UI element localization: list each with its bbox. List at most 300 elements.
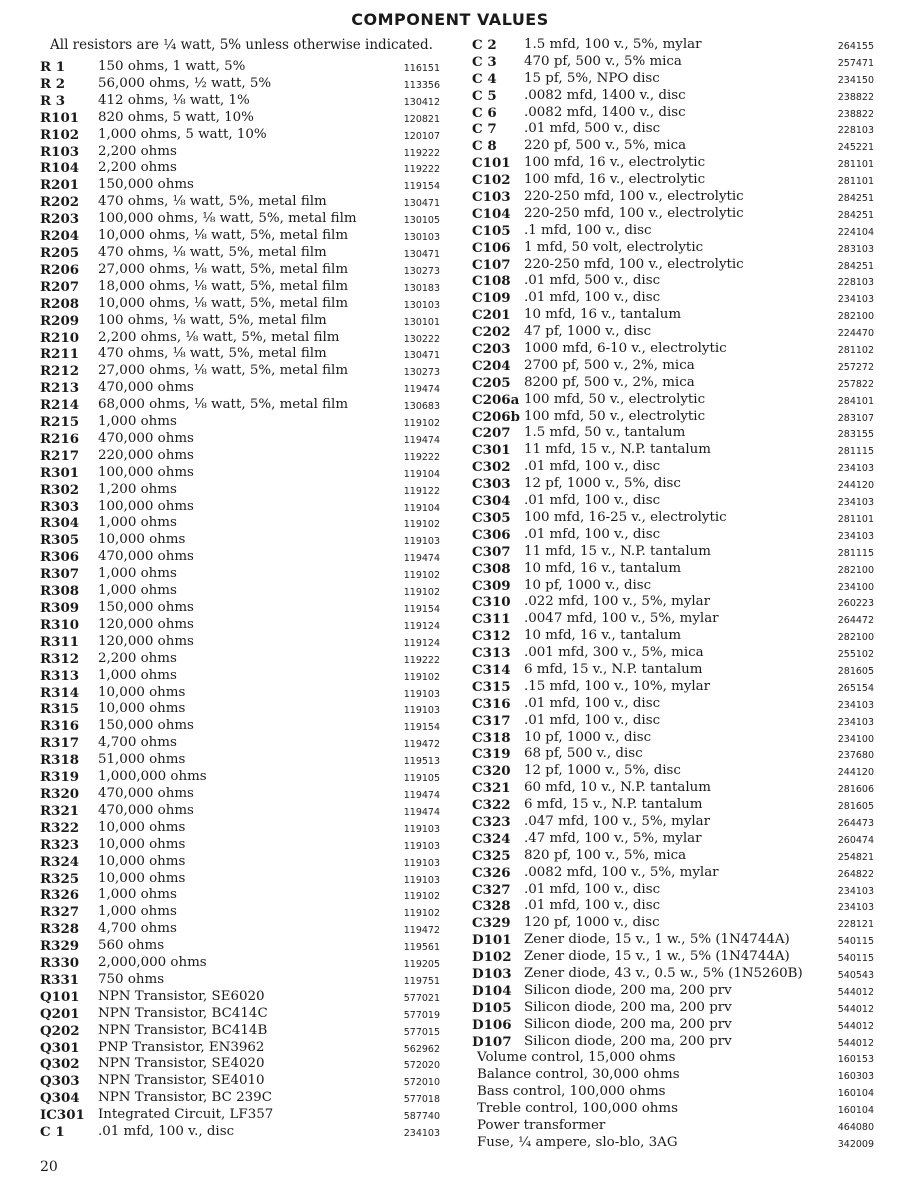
component-description: 10,000 ohms, ⅛ watt, 5%, metal film	[98, 295, 349, 311]
component-description: .01 mfd, 100 v., disc	[524, 712, 661, 728]
component-description: 150,000 ohms	[98, 718, 194, 734]
component-row	[40, 228, 440, 245]
component-ref: C109	[472, 290, 511, 307]
component-description: 10 mfd, 16 v., tantalum	[524, 628, 682, 644]
component-description: NPN Transistor, SE4010	[98, 1073, 265, 1089]
component-row	[472, 746, 874, 763]
component-ref: R301	[40, 464, 80, 481]
component-ref: R307	[40, 566, 80, 583]
part-number: 130471	[403, 350, 440, 362]
component-row	[472, 763, 874, 780]
component-ref: R314	[40, 684, 80, 701]
component-row	[40, 972, 440, 989]
component-description: 1,000,000 ohms	[98, 769, 207, 785]
component-row	[40, 871, 440, 888]
component-description: 150 ohms, 1 watt, 5%	[98, 59, 246, 74]
component-description: .0082 mfd, 100 v., 5%, mylar	[524, 864, 719, 880]
part-number: 119102	[403, 908, 440, 920]
part-number: 113356	[403, 79, 440, 91]
part-number: 119103	[403, 688, 440, 700]
component-description: NPN Transistor, SE4020	[98, 1056, 265, 1072]
component-ref: C326	[472, 864, 511, 881]
component-description: 1 mfd, 50 volt, electrolytic	[524, 239, 704, 255]
part-number: 130683	[403, 401, 440, 413]
part-number: 577015	[403, 1026, 440, 1038]
component-ref: C310	[472, 594, 511, 611]
component-description: 10 pf, 1000 v., disc	[524, 577, 652, 593]
component-ref: C329	[472, 915, 511, 932]
component-ref: R203	[40, 211, 80, 228]
component-ref: IC301	[40, 1107, 85, 1124]
component-description: 10,000 ohms, ⅛ watt, 5%, metal film	[98, 228, 349, 244]
component-ref: R321	[40, 802, 80, 819]
component-ref: R210	[40, 329, 80, 346]
part-number: 120107	[403, 130, 440, 142]
component-ref: R326	[40, 887, 80, 904]
component-description: .0082 mfd, 1400 v., disc	[524, 87, 686, 103]
component-row	[40, 397, 440, 414]
component-description: 1,000 ohms	[98, 667, 177, 683]
component-row	[40, 262, 440, 279]
component-description: 2,200 ohms	[98, 650, 177, 666]
component-description: 120,000 ohms	[98, 616, 194, 632]
part-number: 119561	[403, 942, 440, 954]
component-row	[40, 330, 440, 347]
component-description: .0047 mfd, 100 v., 5%, mylar	[524, 611, 719, 627]
part-number: 228103	[837, 125, 874, 137]
component-ref: D105	[472, 999, 512, 1016]
component-ref: C204	[472, 357, 511, 374]
component-ref: C309	[472, 577, 511, 594]
part-number: 234150	[837, 74, 874, 86]
part-number: 130273	[403, 265, 440, 277]
component-row	[40, 1056, 440, 1073]
component-description: Fuse, ¼ ampere, slo-blo, 3AG	[477, 1134, 678, 1150]
component-row	[472, 409, 874, 426]
part-number: 257272	[837, 361, 874, 373]
part-number: 160104	[837, 1105, 874, 1117]
component-row	[472, 679, 874, 696]
part-number: 119205	[403, 959, 440, 971]
page-title: COMPONENT VALUES	[351, 10, 549, 29]
component-ref: R211	[40, 346, 80, 363]
component-row	[40, 989, 440, 1006]
component-row	[472, 915, 874, 932]
component-description: 1,000 ohms	[98, 566, 177, 582]
component-ref: C207	[472, 425, 511, 442]
component-row	[472, 425, 874, 442]
part-number: 577019	[403, 1009, 440, 1021]
component-ref: R313	[40, 667, 80, 684]
part-number: 119103	[403, 705, 440, 717]
component-description: 2,200 ohms	[98, 143, 177, 159]
component-description: Silicon diode, 200 ma, 200 prv	[524, 1033, 732, 1049]
component-ref: R329	[40, 938, 80, 955]
part-number: 130471	[403, 248, 440, 260]
component-row	[472, 527, 874, 544]
component-description: 470,000 ohms	[98, 380, 194, 396]
component-ref: R204	[40, 228, 80, 245]
part-number: 255102	[837, 649, 874, 661]
part-number: 119751	[403, 975, 440, 987]
component-description: Balance control, 30,000 ohms	[477, 1067, 680, 1083]
part-number: 119474	[403, 789, 440, 801]
component-description: Silicon diode, 200 ma, 200 prv	[524, 982, 732, 998]
component-row	[40, 938, 440, 955]
component-row	[40, 380, 440, 397]
component-row	[472, 1101, 874, 1118]
component-row	[40, 583, 440, 600]
component-row	[472, 121, 874, 138]
part-number: 119104	[403, 502, 440, 514]
component-ref: R302	[40, 481, 80, 498]
component-ref: C105	[472, 222, 511, 239]
component-row	[40, 76, 440, 93]
part-number: 119103	[403, 857, 440, 869]
part-number: 237680	[837, 750, 874, 762]
component-row	[40, 1006, 440, 1023]
component-ref: D104	[472, 982, 512, 999]
part-number: 283107	[837, 412, 874, 424]
component-ref: C301	[472, 442, 511, 459]
part-number: 119103	[403, 823, 440, 835]
component-row	[472, 375, 874, 392]
component-description: 12 pf, 1000 v., 5%, disc	[524, 763, 681, 779]
component-row	[40, 701, 440, 718]
component-row	[40, 482, 440, 499]
part-number: 540115	[837, 936, 874, 948]
component-row	[472, 1084, 874, 1101]
component-ref: R304	[40, 515, 80, 532]
component-row	[472, 510, 874, 527]
component-description: 6 mfd, 15 v., N.P. tantalum	[524, 797, 703, 813]
component-description: 2700 pf, 500 v., 2%, mica	[524, 357, 695, 373]
part-number: 265154	[837, 682, 874, 694]
component-description: NPN Transistor, BC414C	[98, 1005, 268, 1021]
component-ref: D101	[472, 932, 512, 949]
part-number: 130183	[403, 282, 440, 294]
component-description: 47 pf, 1000 v., disc	[524, 324, 652, 340]
component-row	[472, 138, 874, 155]
part-number: 572020	[403, 1060, 440, 1072]
component-row	[472, 645, 874, 662]
component-row	[40, 735, 440, 752]
part-number: 281115	[837, 547, 874, 559]
component-description: .047 mfd, 100 v., 5%, mylar	[524, 813, 711, 829]
component-ref: C 3	[472, 53, 497, 70]
component-row	[472, 594, 874, 611]
part-number: 119105	[403, 773, 440, 785]
component-description: 820 pf, 100 v., 5%, mica	[524, 847, 687, 863]
component-row	[40, 955, 440, 972]
component-ref: C305	[472, 509, 511, 526]
component-ref: C317	[472, 712, 511, 729]
part-number: 119474	[403, 434, 440, 446]
component-ref: R213	[40, 380, 80, 397]
component-row	[40, 211, 440, 228]
component-description: 6 mfd, 15 v., N.P. tantalum	[524, 661, 703, 677]
component-description: .01 mfd, 100 v., disc	[524, 526, 661, 542]
component-description: NPN Transistor, BC 239C	[98, 1090, 272, 1106]
component-ref: C318	[472, 729, 511, 746]
component-row	[40, 194, 440, 211]
component-ref: R207	[40, 278, 80, 295]
component-row	[40, 532, 440, 549]
component-description: 100,000 ohms	[98, 464, 194, 480]
component-description: NPN Transistor, SE6020	[98, 988, 265, 1004]
component-row	[472, 1135, 874, 1152]
component-row	[472, 358, 874, 375]
component-description: 150,000 ohms	[98, 600, 194, 615]
part-number: 119102	[403, 519, 440, 531]
component-description: 470 ohms, ⅛ watt, 5%, metal film	[98, 346, 327, 362]
part-number: 130101	[403, 316, 440, 328]
component-ref: D106	[472, 1016, 512, 1033]
component-row	[472, 392, 874, 409]
component-description: 100 mfd, 50 v., electrolytic	[524, 391, 706, 407]
component-description: Bass control, 100,000 ohms	[477, 1084, 666, 1100]
part-number: 282100	[837, 564, 874, 576]
part-number: 119122	[403, 485, 440, 497]
part-number: 119102	[403, 671, 440, 683]
part-number: 130105	[403, 215, 440, 227]
component-row	[472, 1050, 874, 1067]
component-ref: R 3	[40, 92, 66, 109]
component-description: 1000 mfd, 6-10 v., electrolytic	[524, 341, 727, 357]
component-ref: C202	[472, 324, 511, 341]
component-ref: R305	[40, 532, 80, 549]
component-row	[40, 1124, 440, 1141]
component-ref: Q201	[40, 1005, 80, 1022]
component-row	[40, 110, 440, 127]
part-number: 119103	[403, 840, 440, 852]
component-ref: C314	[472, 661, 511, 678]
component-row	[472, 442, 874, 459]
component-row	[40, 279, 440, 296]
component-ref: C205	[472, 374, 511, 391]
component-row	[472, 966, 874, 983]
component-description: .47 mfd, 100 v., 5%, mylar	[524, 830, 702, 846]
component-row	[472, 1034, 874, 1051]
part-number: 562962	[403, 1043, 440, 1055]
component-row	[40, 1073, 440, 1090]
component-ref: C 8	[472, 138, 497, 155]
component-ref: C307	[472, 543, 511, 560]
part-number: 245221	[837, 142, 874, 154]
component-description: 820 ohms, 5 watt, 10%	[98, 109, 254, 125]
part-number: 234103	[837, 716, 874, 728]
component-description: 2,000,000 ohms	[98, 955, 207, 971]
component-row	[40, 803, 440, 820]
component-ref: R316	[40, 718, 80, 735]
component-description: 150,000 ohms	[98, 177, 194, 193]
component-ref: C101	[472, 155, 511, 172]
component-description: 220 pf, 500 v., 5%, mica	[524, 138, 687, 154]
part-number: 228121	[837, 919, 874, 931]
component-description: 220,000 ohms	[98, 447, 194, 463]
component-description: Power transformer	[477, 1118, 606, 1133]
component-ref: Q101	[40, 988, 80, 1005]
component-ref: C106	[472, 239, 511, 256]
component-ref: C306	[472, 526, 511, 543]
part-number: 119222	[403, 451, 440, 463]
part-number: 119474	[403, 553, 440, 565]
part-number: 119103	[403, 874, 440, 886]
component-row	[472, 814, 874, 831]
part-number: 234103	[837, 530, 874, 542]
component-row	[40, 448, 440, 465]
component-ref: C 6	[472, 104, 497, 121]
component-row	[472, 611, 874, 628]
component-description: Zener diode, 15 v., 1 w., 5% (1N4744A)	[524, 932, 790, 948]
part-number: 577018	[403, 1094, 440, 1106]
part-number: 119102	[403, 418, 440, 430]
component-row	[472, 898, 874, 915]
part-number: 254821	[837, 851, 874, 863]
component-ref: R202	[40, 194, 80, 211]
component-row	[40, 837, 440, 854]
part-number: 281101	[837, 513, 874, 525]
component-ref: D102	[472, 949, 512, 966]
part-number: 119154	[403, 181, 440, 193]
component-description: .01 mfd, 100 v., disc	[524, 290, 661, 306]
component-description: .0082 mfd, 1400 v., disc	[524, 104, 686, 120]
part-number: 281605	[837, 801, 874, 813]
part-number: 224104	[837, 226, 874, 238]
component-row	[40, 499, 440, 516]
part-number: 119124	[403, 637, 440, 649]
component-ref: R328	[40, 921, 80, 938]
component-description: 10,000 ohms	[98, 836, 186, 852]
component-row	[472, 155, 874, 172]
component-ref: Q302	[40, 1056, 80, 1073]
part-number: 257471	[837, 57, 874, 69]
component-row	[40, 685, 440, 702]
component-description: 56,000 ohms, ½ watt, 5%	[98, 75, 272, 91]
part-number: 160153	[837, 1054, 874, 1066]
component-row	[40, 296, 440, 313]
component-row	[472, 561, 874, 578]
component-description: 10 mfd, 16 v., tantalum	[524, 307, 682, 323]
component-description: 1,000 ohms, 5 watt, 10%	[98, 126, 267, 142]
component-ref: R315	[40, 701, 80, 718]
component-description: 11 mfd, 15 v., N.P. tantalum	[524, 543, 711, 559]
component-ref: C323	[472, 813, 511, 830]
component-row	[40, 465, 440, 482]
component-ref: Q304	[40, 1090, 80, 1107]
component-description: .01 mfd, 500 v., disc	[524, 273, 661, 289]
part-number: 119474	[403, 806, 440, 818]
component-row	[40, 651, 440, 668]
component-row	[472, 223, 874, 240]
part-number: 577021	[403, 992, 440, 1004]
part-number: 544012	[837, 1037, 874, 1049]
component-row	[40, 668, 440, 685]
component-description: 8200 pf, 500 v., 2%, mica	[524, 374, 695, 390]
component-description: 10,000 ohms	[98, 870, 186, 886]
part-number: 540543	[837, 969, 874, 981]
component-row	[40, 363, 440, 380]
component-description: Silicon diode, 200 ma, 200 prv	[524, 999, 732, 1015]
part-number: 130412	[403, 96, 440, 108]
part-number: 540115	[837, 953, 874, 965]
component-row	[472, 476, 874, 493]
component-description: 11 mfd, 15 v., N.P. tantalum	[524, 442, 711, 458]
component-ref: C 4	[472, 70, 497, 87]
component-row	[472, 206, 874, 223]
part-number: 234103	[837, 294, 874, 306]
component-row	[40, 431, 440, 448]
component-row	[472, 882, 874, 899]
part-number: 234103	[837, 699, 874, 711]
component-ref: C319	[472, 746, 511, 763]
component-row	[472, 324, 874, 341]
part-number: 264473	[837, 817, 874, 829]
component-row	[40, 245, 440, 262]
component-row	[40, 93, 440, 110]
component-row	[472, 983, 874, 1000]
component-description: 1,000 ohms	[98, 583, 177, 599]
component-row	[472, 578, 874, 595]
part-number: 544012	[837, 1020, 874, 1032]
component-ref: R206	[40, 261, 80, 278]
part-number: 281101	[837, 176, 874, 188]
part-number: 281102	[837, 345, 874, 357]
component-description: 470,000 ohms	[98, 802, 194, 818]
component-ref: C320	[472, 763, 511, 780]
component-row	[472, 848, 874, 865]
component-description: 470 pf, 500 v., 5% mica	[524, 53, 682, 69]
component-description: 10,000 ohms	[98, 701, 186, 717]
component-description: 10,000 ohms	[98, 684, 186, 700]
part-number: 587740	[403, 1111, 440, 1123]
component-ref: R320	[40, 785, 80, 802]
component-description: 412 ohms, ⅛ watt, 1%	[98, 92, 250, 108]
part-number: 282100	[837, 311, 874, 323]
component-description: 27,000 ohms, ⅛ watt, 5%, metal film	[98, 261, 349, 277]
component-ref: R104	[40, 160, 80, 177]
component-ref: R208	[40, 295, 80, 312]
component-description: .15 mfd, 100 v., 10%, mylar	[524, 678, 711, 694]
component-ref: C 2	[472, 37, 497, 53]
component-ref: R201	[40, 177, 80, 194]
component-row	[472, 273, 874, 290]
part-number: 119102	[403, 891, 440, 903]
component-row	[40, 177, 440, 194]
part-number: 130103	[403, 232, 440, 244]
component-row	[472, 341, 874, 358]
component-description: 120 pf, 1000 v., disc	[524, 915, 660, 931]
component-description: Integrated Circuit, LF357	[98, 1107, 274, 1123]
component-description: 10,000 ohms	[98, 853, 186, 869]
component-ref: R215	[40, 414, 80, 431]
component-description: 68,000 ohms, ⅛ watt, 5%, metal film	[98, 397, 349, 413]
component-ref: R310	[40, 616, 80, 633]
left-parts-column	[40, 59, 440, 1141]
component-ref: R 1	[40, 59, 66, 75]
part-number: 238822	[837, 91, 874, 103]
part-number: 283155	[837, 429, 874, 441]
component-description: 1,000 ohms	[98, 515, 177, 531]
part-number: 119472	[403, 925, 440, 937]
component-row	[40, 549, 440, 566]
part-number: 284251	[837, 260, 874, 272]
component-description: 120,000 ohms	[98, 633, 194, 649]
component-row	[472, 459, 874, 476]
component-ref: R101	[40, 109, 80, 126]
part-number: 544012	[837, 1003, 874, 1015]
part-number: 119102	[403, 587, 440, 599]
